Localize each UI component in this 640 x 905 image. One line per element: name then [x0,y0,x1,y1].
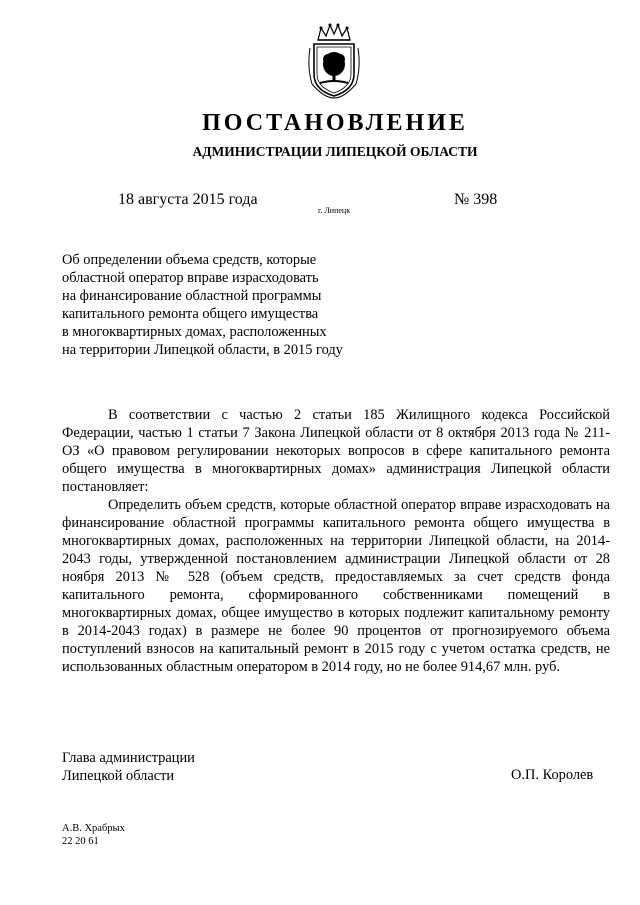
signatory-name: О.П. Королев [511,767,594,783]
document-subject [62,251,382,359]
document-city: г. Липецк [318,206,351,215]
signatory-position [62,749,195,785]
document-issuer: АДМИНИСТРАЦИИ ЛИПЕЦКОЙ ОБЛАСТИ [192,144,478,159]
subject-line: на территории Липецкой области, в 2015 году [62,342,343,358]
subject-line: областной оператор вправе израсходовать [62,270,319,286]
document-number: № 398 [454,191,498,208]
executor-info [62,822,125,848]
signatory-position-line: Глава администрации [62,750,195,766]
subject-line: Об определении объема средств, которые [62,252,317,268]
subject-line: капитального ремонта общего имущества [62,306,319,322]
executor-name: А.В. Храбрых [62,823,125,834]
body-paragraph: Определить объем средств, которые областной оператор вправе израсходовать на финансирование областной программы капитального ремонта общего имущества в многоквартирных домах, расположенных на территории Липецкой области, на 2014-2043 годы, утвержденной постановлением администрации Липецкой области от 28 ноября 2013 № 528 (объем средств, предоставляемых за счет средств фонда капитального ремонта, сформированного собственниками помещений в многоквартирных домах, общее имущество в которых подлежит капитальному ремонту в 2014-2043 годах) в размере не более 90 процентов от прогнозируемого объема поступлений взносов на капитальный ремонт в 2015 году с учетом остатка средств, не использованных областным оператором в 2014 году, но не более 914,67 млн. руб. [62,497,610,675]
subject-line: на финансирование областной программы [62,288,322,304]
executor-phone: 22 20 61 [62,836,99,847]
signatory-position-line: Липецкой области [62,768,175,784]
document-title: ПОСТАНОВЛЕНИЕ [202,110,468,136]
subject-line: в многоквартирных домах, расположенных [62,324,327,340]
document-date: 18 августа 2015 года [118,191,258,208]
body-paragraph: В соответствии с частью 2 статьи 185 Жилищного кодекса Российской Федерации, частью 1 статьи 7 Закона Липецкой области от 8 октября 2013 года № 211-ОЗ «О правовом регулировании некоторых вопросов в сфере капитального ремонта общего имущества в многоквартирных домах» администрация Липецкой области постановляет: [62,407,610,495]
lipetsk-coat-of-arms-icon [304,22,364,100]
document-body [62,406,610,676]
